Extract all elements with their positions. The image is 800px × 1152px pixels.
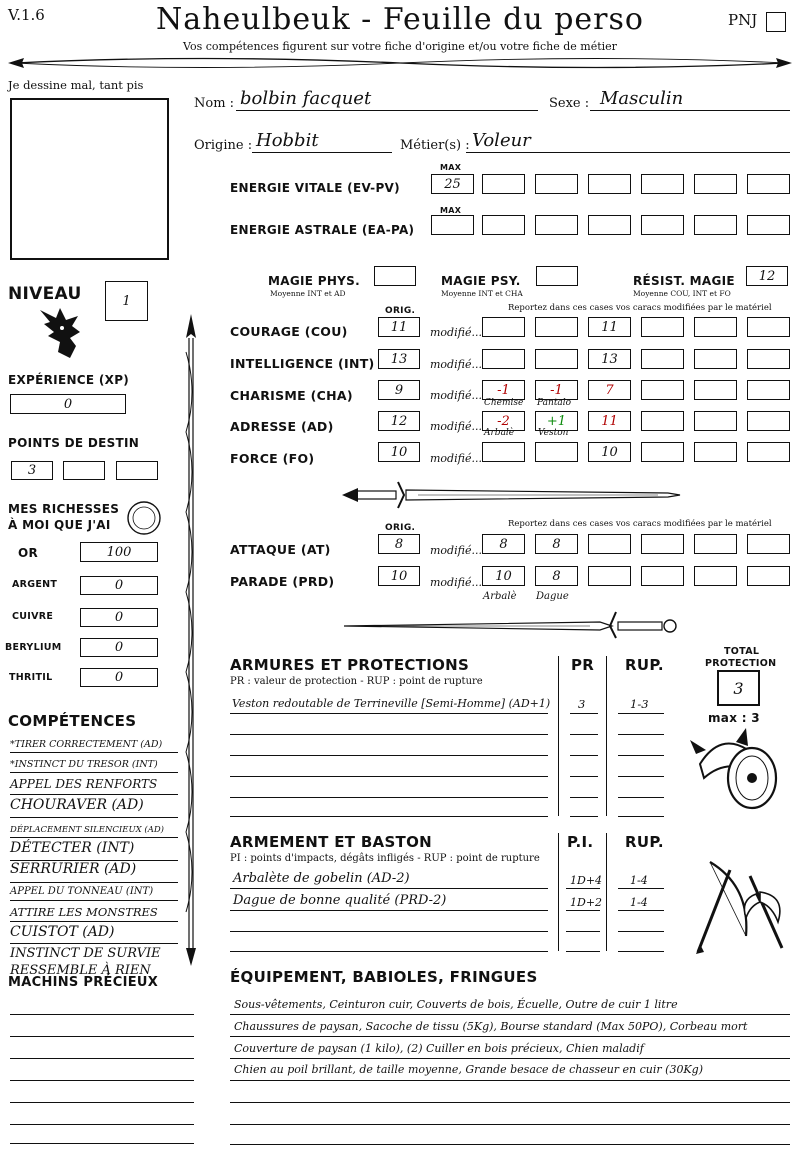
adresse-mod-5[interactable] bbox=[694, 411, 737, 431]
origine-label: Origine : bbox=[194, 138, 253, 153]
magie-psy-label: MAGIE PSY. bbox=[441, 274, 521, 288]
weapons-icon bbox=[690, 856, 790, 960]
force-mod-5[interactable] bbox=[694, 442, 737, 462]
max-protection-label: max : 3 bbox=[708, 711, 760, 725]
attaque-mod-2[interactable]: 8 bbox=[535, 534, 578, 554]
dragon-icon bbox=[30, 302, 88, 364]
thritil-label: THRITIL bbox=[9, 672, 53, 683]
max-label-ea: MAX bbox=[440, 206, 462, 215]
parade-mod-2[interactable]: 8 bbox=[535, 566, 578, 586]
ev-max-box[interactable]: 25 bbox=[431, 174, 474, 194]
armure-line bbox=[570, 734, 598, 735]
armure-line bbox=[230, 734, 548, 735]
niveau-label: NIVEAU bbox=[8, 284, 82, 304]
argent-box[interactable]: 0 bbox=[80, 576, 158, 595]
ev-box-4[interactable] bbox=[588, 174, 631, 194]
charisme-orig[interactable]: 9 bbox=[378, 380, 420, 400]
attaque-label: ATTAQUE (AT) bbox=[230, 542, 331, 557]
equipement-line: Sous-vêtements, Ceinturon cuir, Couverts de bois, Écuelle, Outre de cuir 1 litre bbox=[234, 998, 678, 1011]
machins-line bbox=[10, 1102, 194, 1103]
arme-line bbox=[230, 931, 548, 932]
sword-icon bbox=[338, 480, 682, 510]
charisme-mod-3[interactable]: 7 bbox=[588, 380, 631, 400]
arme-row-name: Arbalète de gobelin (AD-2) bbox=[233, 871, 410, 886]
cuivre-label: CUIVRE bbox=[12, 611, 54, 622]
competences-title: COMPÉTENCES bbox=[8, 712, 137, 730]
page-subtitle: Vos compétences figurent sur votre fiche d'origine et/ou votre fiche de métier bbox=[183, 40, 617, 53]
armure-line bbox=[618, 734, 664, 735]
total-protection-label-2: PROTECTION bbox=[705, 658, 777, 669]
combat-orig-label: ORIG. bbox=[385, 523, 416, 533]
intelligence-label: INTELLIGENCE (INT) bbox=[230, 356, 375, 371]
parade-mod-5[interactable] bbox=[694, 566, 737, 586]
competence-line bbox=[10, 752, 178, 753]
machins-title: MACHINS PRÉCIEUX bbox=[8, 975, 159, 990]
competence-item: INSTINCT DE SURVIE bbox=[10, 946, 161, 961]
portrait-frame[interactable] bbox=[10, 98, 169, 260]
richesses-label-2: À MOI QUE J'AI bbox=[8, 518, 111, 532]
force-label: FORCE (FO) bbox=[230, 451, 315, 466]
experience-box[interactable]: 0 bbox=[10, 394, 126, 414]
modifie-label: modifié... bbox=[430, 326, 482, 339]
competence-line bbox=[10, 794, 178, 795]
armement-col-pi: P.I. bbox=[567, 833, 594, 851]
origine-field[interactable]: Hobbit bbox=[256, 130, 319, 151]
ev-box-2[interactable] bbox=[482, 174, 525, 194]
ea-box-6[interactable] bbox=[694, 215, 737, 235]
parade-label: PARADE (PRD) bbox=[230, 574, 335, 589]
destin-label: POINTS DE DESTIN bbox=[8, 436, 140, 450]
machins-line bbox=[10, 1036, 194, 1037]
destin-box-3[interactable] bbox=[116, 461, 158, 480]
equipement-rule bbox=[230, 1014, 790, 1015]
armures-title: ARMURES ET PROTECTIONS bbox=[230, 656, 470, 674]
competence-line bbox=[10, 817, 178, 818]
argent-label: ARGENT bbox=[12, 579, 58, 590]
parade-mod-3[interactable] bbox=[588, 566, 631, 586]
armement-divider bbox=[606, 833, 607, 951]
metier-underline bbox=[466, 152, 790, 153]
competence-item: ATTIRE LES MONSTRES bbox=[10, 905, 158, 919]
competence-item: APPEL DES RENFORTS bbox=[10, 777, 158, 791]
armement-subtitle: PI : points d'impacts, dégâts infligés - RUP : point de rupture bbox=[230, 853, 540, 864]
charisme-mod-5[interactable] bbox=[694, 380, 737, 400]
competence-line bbox=[10, 882, 178, 883]
machins-line bbox=[10, 1124, 194, 1125]
armure-line bbox=[570, 755, 598, 756]
equipement-line: Chaussures de paysan, Sacoche de tissu (5Kg), Bourse standard (Max 50PO), Corbeau mort bbox=[234, 1020, 748, 1033]
armure-line bbox=[618, 713, 664, 714]
equipement-rule bbox=[230, 1058, 790, 1059]
force-mod-6[interactable] bbox=[747, 442, 790, 462]
charisme-mod-4[interactable] bbox=[641, 380, 684, 400]
arme-line bbox=[618, 910, 664, 911]
armure-line bbox=[618, 797, 664, 798]
force-mod-3[interactable]: 10 bbox=[588, 442, 631, 462]
charisme-mod-1[interactable]: -1 bbox=[482, 380, 525, 400]
experience-label: EXPÉRIENCE (XP) bbox=[8, 373, 130, 387]
equipement-rule bbox=[230, 1124, 790, 1125]
niveau-box[interactable]: 1 bbox=[105, 281, 148, 321]
ea-max-box[interactable] bbox=[431, 215, 474, 235]
competence-item: *TIRER CORRECTEMENT (AD) bbox=[10, 739, 163, 750]
machins-line bbox=[10, 1014, 194, 1015]
ea-box-2[interactable] bbox=[482, 215, 525, 235]
armure-line bbox=[570, 713, 598, 714]
or-label: OR bbox=[18, 546, 39, 560]
sword-icon bbox=[340, 608, 680, 640]
nom-field[interactable]: bolbin facquet bbox=[240, 88, 372, 109]
courage-label: COURAGE (COU) bbox=[230, 324, 348, 339]
combat-report-note: Reportez dans ces cases vos caracs modifiées par le matériel bbox=[508, 519, 772, 529]
ea-box-5[interactable] bbox=[641, 215, 684, 235]
armure-row-pr: 3 bbox=[578, 697, 586, 711]
ea-label: ENERGIE ASTRALE (EA-PA) bbox=[230, 223, 415, 237]
arme-line bbox=[230, 910, 548, 911]
combat-note-2: Dague bbox=[536, 591, 569, 602]
armure-line bbox=[570, 816, 598, 817]
charisme-mod-6[interactable] bbox=[747, 380, 790, 400]
adresse-mod-4[interactable] bbox=[641, 411, 684, 431]
adresse-mod-2[interactable]: +1 bbox=[535, 411, 578, 431]
arme-line bbox=[618, 931, 664, 932]
portrait-caption: Je dessine mal, tant pis bbox=[8, 78, 144, 92]
or-box[interactable]: 100 bbox=[80, 542, 158, 562]
armement-divider bbox=[558, 833, 559, 951]
resist-magie-label: RÉSIST. MAGIE bbox=[633, 274, 735, 288]
arme-line bbox=[618, 951, 664, 952]
modifie-label: modifié... bbox=[430, 576, 482, 589]
competence-line bbox=[10, 772, 178, 773]
machins-line bbox=[10, 1143, 194, 1144]
intelligence-mod-6[interactable] bbox=[747, 349, 790, 369]
equipement-line: Couverture de paysan (1 kilo), (2) Cuiller en bois précieux, Chien maladif bbox=[234, 1042, 644, 1055]
competence-line bbox=[10, 943, 178, 944]
competence-item: RESSEMBLE À RIEN bbox=[10, 963, 151, 978]
charisme-label: CHARISME (CHA) bbox=[230, 388, 353, 403]
armures-col-pr: PR bbox=[571, 656, 595, 674]
orig-label: ORIG. bbox=[385, 306, 416, 316]
equipement-rule bbox=[230, 1036, 790, 1037]
adresse-note-2: Veston bbox=[538, 428, 569, 438]
ev-box-7[interactable] bbox=[747, 174, 790, 194]
armure-line bbox=[230, 816, 548, 817]
total-protection-label-1: TOTAL bbox=[724, 646, 760, 657]
arme-line bbox=[566, 931, 600, 932]
metier-field[interactable]: Voleur bbox=[472, 130, 531, 151]
modifie-label: modifié... bbox=[430, 452, 482, 465]
competence-item: DÉTECTER (INT) bbox=[10, 840, 135, 856]
version-label: V.1.6 bbox=[8, 6, 45, 24]
adresse-note-1: Arbalè bbox=[484, 428, 515, 438]
competence-item: SERRURIER (AD) bbox=[10, 861, 137, 877]
spear-ornament-icon bbox=[180, 312, 202, 968]
competence-line bbox=[10, 900, 178, 901]
armure-row-name: Veston redoutable de Terrineville [Semi-Homme] (AD+1) bbox=[232, 697, 551, 710]
armure-line bbox=[618, 816, 664, 817]
pnj-checkbox[interactable] bbox=[766, 12, 786, 32]
courage-mod-3[interactable]: 11 bbox=[588, 317, 631, 337]
equipement-line: Chien au poil brillant, de taille moyenne, Grande besace de chasseur en cuir (30Kg) bbox=[234, 1063, 703, 1076]
richesses-label-1: MES RICHESSES bbox=[8, 502, 120, 516]
ev-box-6[interactable] bbox=[694, 174, 737, 194]
courage-orig[interactable]: 11 bbox=[378, 317, 420, 337]
arme-row-pi: 1D+4 bbox=[570, 874, 603, 887]
arme-row-rup: 1-4 bbox=[630, 896, 648, 909]
courage-mod-6[interactable] bbox=[747, 317, 790, 337]
competence-item: APPEL DU TONNEAU (INT) bbox=[10, 886, 154, 897]
ev-box-5[interactable] bbox=[641, 174, 684, 194]
sexe-underline bbox=[590, 110, 790, 111]
origine-underline bbox=[252, 152, 392, 153]
ea-box-4[interactable] bbox=[588, 215, 631, 235]
parade-mod-1[interactable]: 10 bbox=[482, 566, 525, 586]
courage-mod-5[interactable] bbox=[694, 317, 737, 337]
courage-mod-4[interactable] bbox=[641, 317, 684, 337]
equipement-rule bbox=[230, 1144, 790, 1145]
berylium-label: BERYLIUM bbox=[5, 642, 62, 653]
page-title: Naheulbeuk - Feuille du perso bbox=[156, 2, 644, 37]
intelligence-mod-5[interactable] bbox=[694, 349, 737, 369]
pnj-label: PNJ bbox=[728, 11, 758, 29]
ev-box-3[interactable] bbox=[535, 174, 578, 194]
magie-psy-box[interactable] bbox=[536, 266, 578, 286]
arme-row-rup: 1-4 bbox=[630, 874, 648, 887]
parade-orig[interactable]: 10 bbox=[378, 566, 420, 586]
helmet-shield-icon bbox=[690, 724, 790, 816]
attaque-mod-5[interactable] bbox=[694, 534, 737, 554]
coin-icon bbox=[126, 500, 162, 536]
modifie-label: modifié... bbox=[430, 358, 482, 371]
cuivre-box[interactable]: 0 bbox=[80, 608, 158, 627]
sexe-label: Sexe : bbox=[549, 96, 590, 111]
armure-row-rup: 1-3 bbox=[630, 697, 649, 711]
adresse-mod-6[interactable] bbox=[747, 411, 790, 431]
attaque-mod-3[interactable] bbox=[588, 534, 631, 554]
equipement-title: ÉQUIPEMENT, BABIOLES, FRINGUES bbox=[230, 968, 538, 986]
courage-mod-2[interactable] bbox=[535, 317, 578, 337]
intelligence-mod-2[interactable] bbox=[535, 349, 578, 369]
armure-line bbox=[618, 755, 664, 756]
destin-box-2[interactable] bbox=[63, 461, 105, 480]
intelligence-mod-4[interactable] bbox=[641, 349, 684, 369]
armure-line bbox=[230, 755, 548, 756]
nom-underline bbox=[236, 110, 538, 111]
armure-line bbox=[570, 776, 598, 777]
armure-line bbox=[230, 713, 548, 714]
attaque-mod-6[interactable] bbox=[747, 534, 790, 554]
combat-note-1: Arbalè bbox=[483, 591, 517, 602]
armures-subtitle: PR : valeur de protection - RUP : point de rupture bbox=[230, 676, 483, 687]
modifie-label: modifié... bbox=[430, 420, 482, 433]
arme-line bbox=[230, 951, 548, 952]
thritil-box[interactable]: 0 bbox=[80, 668, 158, 687]
machins-line bbox=[10, 1058, 194, 1059]
machins-line bbox=[10, 1080, 194, 1081]
arme-row-name: Dague de bonne qualité (PRD-2) bbox=[233, 893, 447, 908]
magie-phys-label: MAGIE PHYS. bbox=[268, 274, 360, 288]
charisme-note-1: Chemise bbox=[484, 398, 524, 408]
force-mod-2[interactable] bbox=[535, 442, 578, 462]
force-orig[interactable]: 10 bbox=[378, 442, 420, 462]
armures-divider bbox=[558, 656, 559, 816]
magie-phys-note: Moyenne INT et AD bbox=[270, 289, 346, 298]
parade-mod-4[interactable] bbox=[641, 566, 684, 586]
ea-box-3[interactable] bbox=[535, 215, 578, 235]
destin-box-1[interactable]: 3 bbox=[11, 461, 53, 480]
equipement-rule bbox=[230, 1102, 790, 1103]
resist-magie-note: Moyenne COU, INT et FO bbox=[633, 289, 731, 298]
armement-title: ARMEMENT ET BASTON bbox=[230, 833, 432, 851]
modifie-label: modifié... bbox=[430, 389, 482, 402]
metier-label: Métier(s) : bbox=[400, 138, 470, 153]
armure-line bbox=[570, 797, 598, 798]
parade-mod-6[interactable] bbox=[747, 566, 790, 586]
modifie-label: modifié... bbox=[430, 544, 482, 557]
force-mod-1[interactable] bbox=[482, 442, 525, 462]
berylium-box[interactable]: 0 bbox=[80, 638, 158, 657]
charisme-note-2: Pantalo bbox=[537, 398, 572, 408]
competence-line bbox=[10, 837, 178, 838]
equipement-rule bbox=[230, 1080, 790, 1081]
force-mod-4[interactable] bbox=[641, 442, 684, 462]
armures-col-rup: RUP. bbox=[625, 656, 664, 674]
competence-item: DÉPLACEMENT SILENCIEUX (AD) bbox=[10, 825, 164, 835]
courage-mod-1[interactable] bbox=[482, 317, 525, 337]
armure-line bbox=[618, 776, 664, 777]
intelligence-mod-1[interactable] bbox=[482, 349, 525, 369]
ev-label: ENERGIE VITALE (EV-PV) bbox=[230, 181, 400, 195]
attaque-mod-1[interactable]: 8 bbox=[482, 534, 525, 554]
adresse-label: ADRESSE (AD) bbox=[230, 419, 334, 434]
competence-item: *INSTINCT DU TRESOR (INT) bbox=[10, 759, 158, 770]
intelligence-orig[interactable]: 13 bbox=[378, 349, 420, 369]
arme-line bbox=[230, 888, 548, 889]
attaque-mod-4[interactable] bbox=[641, 534, 684, 554]
nom-label: Nom : bbox=[194, 96, 235, 111]
armure-line bbox=[230, 776, 548, 777]
report-note: Reportez dans ces cases vos caracs modifiées par le matériel bbox=[508, 303, 772, 313]
attaque-orig[interactable]: 8 bbox=[378, 534, 420, 554]
arme-line bbox=[566, 910, 600, 911]
sexe-field[interactable]: Masculin bbox=[600, 88, 684, 109]
arme-line bbox=[618, 888, 664, 889]
arme-line bbox=[566, 951, 600, 952]
header-spear-ornament bbox=[0, 52, 800, 74]
arme-row-pi: 1D+2 bbox=[570, 896, 603, 909]
competence-item: CUISTOT (AD) bbox=[10, 924, 115, 940]
adresse-orig[interactable]: 12 bbox=[378, 411, 420, 431]
charisme-mod-2[interactable]: -1 bbox=[535, 380, 578, 400]
competence-item: CHOURAVER (AD) bbox=[10, 797, 144, 813]
total-protection-box[interactable]: 3 bbox=[717, 670, 760, 706]
adresse-mod-1[interactable]: -2 bbox=[482, 411, 525, 431]
competence-line bbox=[10, 921, 178, 922]
intelligence-mod-3[interactable]: 13 bbox=[588, 349, 631, 369]
ea-box-7[interactable] bbox=[747, 215, 790, 235]
adresse-mod-3[interactable]: 11 bbox=[588, 411, 631, 431]
magie-phys-box[interactable] bbox=[374, 266, 416, 286]
armement-col-rup: RUP. bbox=[625, 833, 664, 851]
resist-magie-box[interactable]: 12 bbox=[746, 266, 788, 286]
max-label-ev: MAX bbox=[440, 163, 462, 172]
armure-line bbox=[230, 797, 548, 798]
armures-divider bbox=[606, 656, 607, 816]
arme-line bbox=[566, 888, 600, 889]
magie-psy-note: Moyenne INT et CHA bbox=[441, 289, 523, 298]
